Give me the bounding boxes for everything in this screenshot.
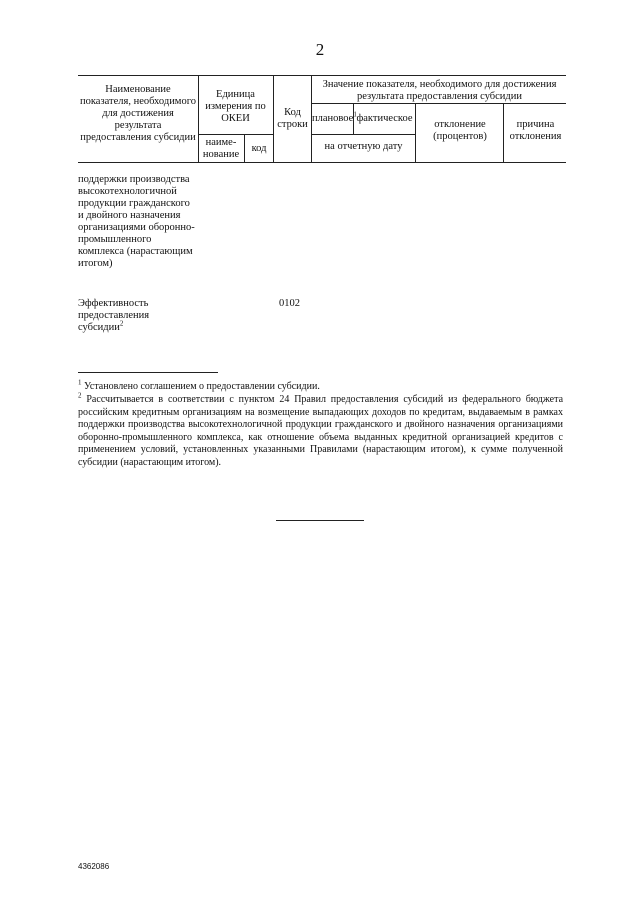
header-deviation: отклонение (процентов) (433, 119, 487, 142)
footnote-1-ref: 1 (78, 378, 82, 387)
unit-subheader-divider (198, 134, 273, 135)
footnote-2 (78, 391, 564, 470)
footnote-1 (78, 378, 563, 394)
footnote-separator (78, 372, 218, 373)
header-indicator-name: Наименование показателя, необходимого для достижения результата предоставления субсидии (80, 84, 196, 143)
header-on-reporting-date: на отчетную дату (324, 141, 403, 152)
table-row-2-name-text: Эффективность предоставления субсидии (78, 298, 150, 333)
header-line-code: Код строки (277, 107, 308, 130)
col-divider (198, 75, 199, 162)
page-number: 2 (315, 40, 325, 59)
header-deviation-reason: причина отклонения (509, 119, 562, 142)
value-group-divider (311, 103, 566, 104)
header-actual: фактическое (356, 113, 413, 124)
end-rule (276, 520, 364, 521)
table-row-2-name (78, 298, 196, 334)
table-header-bottom-border (78, 162, 566, 163)
table-top-border (78, 75, 566, 76)
header-value-group: Значение показателя, необходимого для достижения результата предоставления субсидии (322, 79, 557, 102)
header-planned (312, 110, 357, 125)
footnote-1-text: Установлено соглашением о предоставлении субсидии. (84, 381, 320, 392)
table-row-1-name: поддержки производства высокотехнологичной продукции гражданского и двойного назначения организациями оборонно-промышленного комплекса (нарастающим итогом) (78, 174, 195, 269)
table-row-2-code: 0102 (279, 298, 300, 309)
header-unit-okei: Единица измерения по ОКЕИ (205, 89, 266, 124)
col-divider (415, 103, 416, 162)
col-divider (503, 103, 504, 162)
planned-actual-divider (311, 134, 415, 135)
header-unit-code: код (251, 143, 267, 154)
header-unit-name: наиме-нование (202, 137, 240, 160)
header-planned-label: плановое (312, 113, 354, 124)
footnote-2-text: Рассчитывается в соответствии с пунктом 24 Правил предоставления субсидий из федерального бюджета российским кредитным организациям на возмещение выпадающих доходов по кредитам, выдаваемым в рамках поддержки производства высокотехнологичной продукции гражданского и двойного назначения организациями оборонно-промышленного комплекса, как отношение объема выданных кредитной организацией кредитов с применением условий, установленных указанными Правилами (нарастающим итогом), к сумме полученной субсидии (нарастающим итогом). (78, 394, 564, 468)
document-id: 4362086 (78, 862, 110, 871)
footnote-2-ref: 2 (78, 391, 82, 400)
footnote-ref-1: 1 (353, 110, 357, 119)
footnote-ref-2: 2 (119, 319, 124, 328)
